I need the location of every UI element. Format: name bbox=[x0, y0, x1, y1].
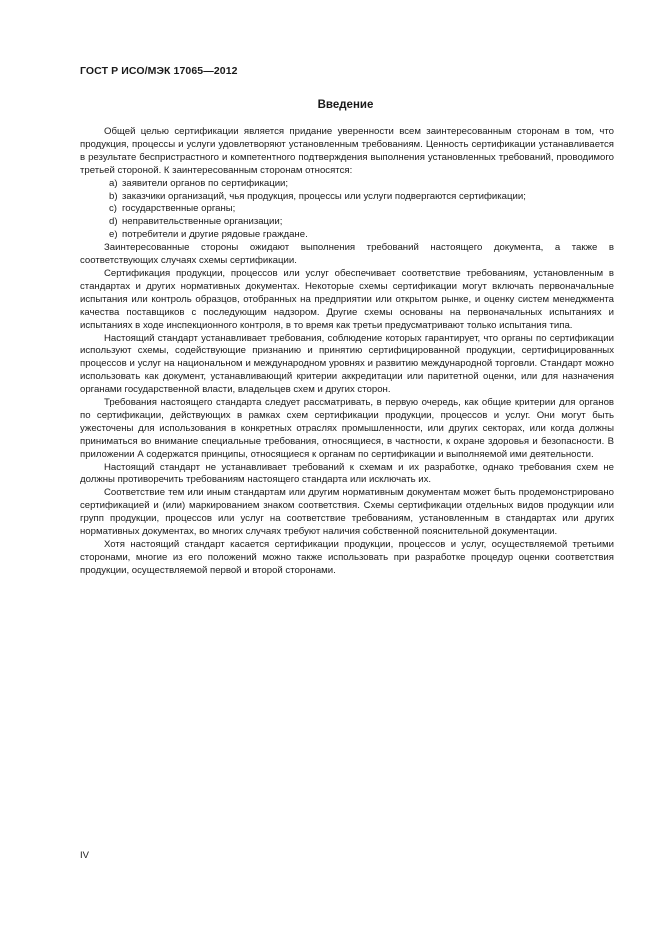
list-item-text: потребители и другие рядовые граждане. bbox=[122, 229, 308, 241]
paragraph-4: Настоящий стандарт устанавливает требования, соблюдение которых гарантирует, что органы по сертификации используют схемы, содействующие признанию и принятию сертифицированной продукции, сертифицированных процессов и услуг на национальном и международном уровнях и развитию международной торговли. Стандарт можно использовать как документ, устанавливающий критерии аккредитации или паритетной оценки, или для назначения органами государственной власти, владельцев схем и других сторон. bbox=[80, 332, 614, 396]
paragraph-3: Сертификация продукции, процессов или услуг обеспечивает соответствие требованиям, установленным в стандартах и других нормативных документах. Некоторые схемы сертификации могут включать первоначальные испытания или контроль образцов, отобранных на предприятии или открытом рынке, и оценку систем менеджмента качества поставщиков с последующим надзором. Другие схемы основаны на первоначальных испытаниях и испытаниях в ходе инспекционного контроля, в то время как третьи предусматривают только испытания типа. bbox=[80, 267, 614, 331]
list-marker: c) bbox=[109, 203, 117, 215]
list-item bbox=[80, 191, 614, 204]
list-item bbox=[80, 216, 614, 229]
list-marker: a) bbox=[109, 177, 118, 189]
stakeholder-list bbox=[80, 178, 614, 243]
list-marker: e) bbox=[109, 229, 118, 241]
paragraph-7: Соответствие тем или иным стандартам или другим нормативным документам может быть продемонстрировано сертификацией и (или) маркированием знаком соответствия. Схемы сертификации отдельных видов продукции или групп продукции, процессов или услуг на соответствие требованиям, установленным в стандартах или других нормативных документах, во многих случаях требуют наличия собственной пояснительной документации. bbox=[80, 487, 614, 538]
section-title: Введение bbox=[317, 99, 374, 111]
paragraph-2: Заинтересованные стороны ожидают выполнения требований настоящего документа, а также в соответствующих случаях схемы сертификации. bbox=[80, 242, 614, 267]
list-item bbox=[80, 178, 614, 191]
list-item-text: заявители органов по сертификации; bbox=[122, 177, 289, 189]
list-item-text: неправительственные организации; bbox=[122, 216, 283, 228]
page-number: IV bbox=[80, 850, 89, 861]
list-marker: b) bbox=[109, 190, 118, 202]
document-code-header: ГОСТ Р ИСО/МЭК 17065—2012 bbox=[80, 65, 238, 77]
list-item bbox=[80, 229, 614, 242]
list-item-text: государственные органы; bbox=[122, 203, 236, 215]
paragraph-1: Общей целью сертификации является придание уверенности всем заинтересованным сторонам в том, что продукция, процессы и услуги удовлетворяют установленным требованиям. Ценность сертификации устанавливается в результате беспристрастного и компетентного подтверждения выполнения установленных требований, проводимого третьей стороной. К заинтересованным сторонам относятся: bbox=[80, 126, 614, 176]
list-item bbox=[80, 203, 614, 216]
list-marker: d) bbox=[109, 216, 118, 228]
introduction-body bbox=[80, 126, 614, 578]
paragraph-8: Хотя настоящий стандарт касается сертификации продукции, процессов и услуг, осуществляемой третьими сторонами, многие из его положений можно также использовать при разработке процедур оценки соответствия продукции, осуществляемой первой и второй сторонами. bbox=[80, 539, 614, 576]
paragraph-6: Настоящий стандарт не устанавливает требований к схемам и их разработке, однако требования схем не должны противоречить требованиям настоящего стандарта или исключать их. bbox=[80, 461, 614, 486]
list-item-text: заказчики организаций, чья продукция, процессы или услуги подвергаются сертификации; bbox=[122, 190, 526, 202]
paragraph-5: Требования настоящего стандарта следует рассматривать, в первую очередь, как общие критерии для органов по сертификации, действующих в рамках схем сертификации продукции, процессов и услуг. Они могут быть ужесточены для использования в конкретных отраслях промышленности, или других секторах, или когда должны приниматься во внимание специальные требования, относящиеся, в частности, к охране здоровья и безопасности. В приложении А содержатся принципы, относящиеся к органам по сертификации и выполняемой ими деятельности. bbox=[80, 397, 614, 460]
